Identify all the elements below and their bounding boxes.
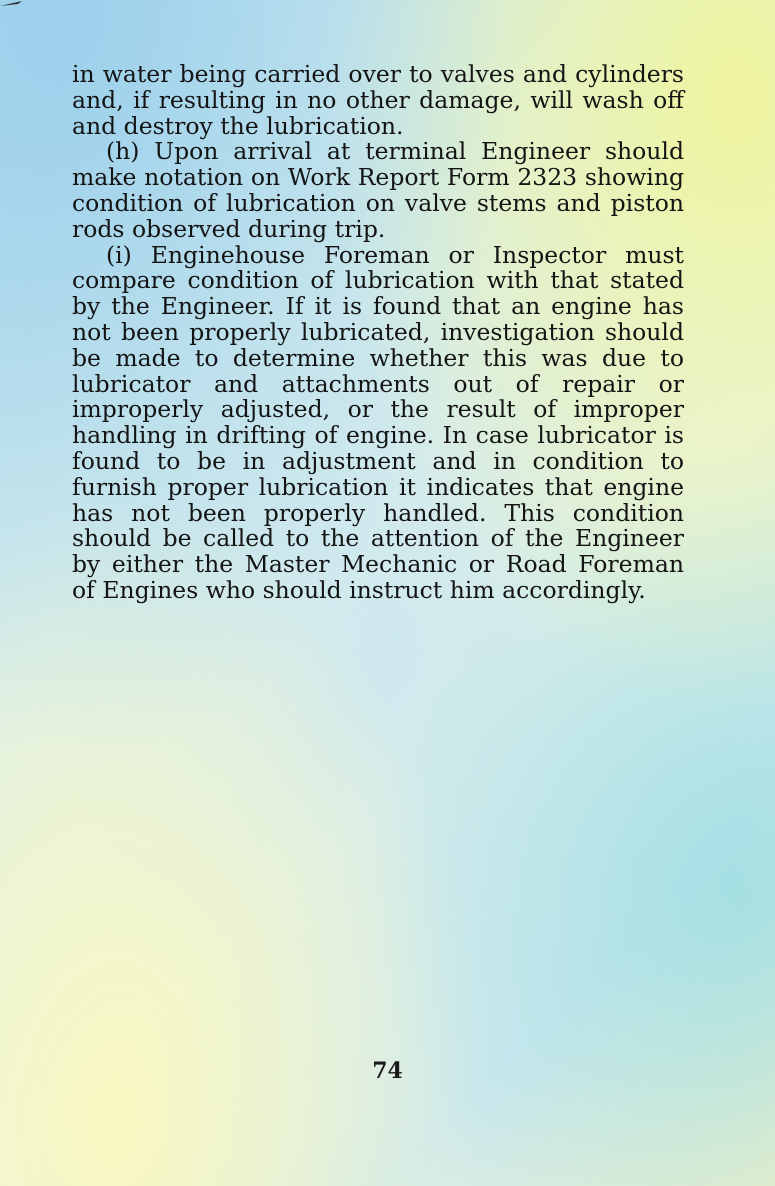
paragraph-continuation: in water being carried over to valves and cylinders and, if resulting in no other damage, will wash off and destroy the lubrication. [72,60,684,140]
corner-mark-icon [0,0,26,10]
page-number: 74 [372,1058,403,1084]
body-text [72,62,684,604]
paragraph-h: (h) Upon arrival at terminal Engineer should make notation on Work Report Form 2323 showing condition of lubrication on valve stems and piston rods observed during trip. [72,137,684,243]
paragraph-i: (i) Enginehouse Foreman or Inspector must compare condition of lubrication with that stated by the Engineer. If it is found that an engine has not been properly lubricated, investigation should be made to determine whether this was due to lubricator and attachments out of repair or improperly adjusted, or the result of improper handling in drifting of engine. In case lubricator is found to be in adjustment and in condition to furnish proper lubrication it indicates that engine has not been properly handled. This condition should be called to the attention of the Engineer by either the Master Mechanic or Road Foreman of Engines who should instruct him accordingly. [72,240,684,604]
